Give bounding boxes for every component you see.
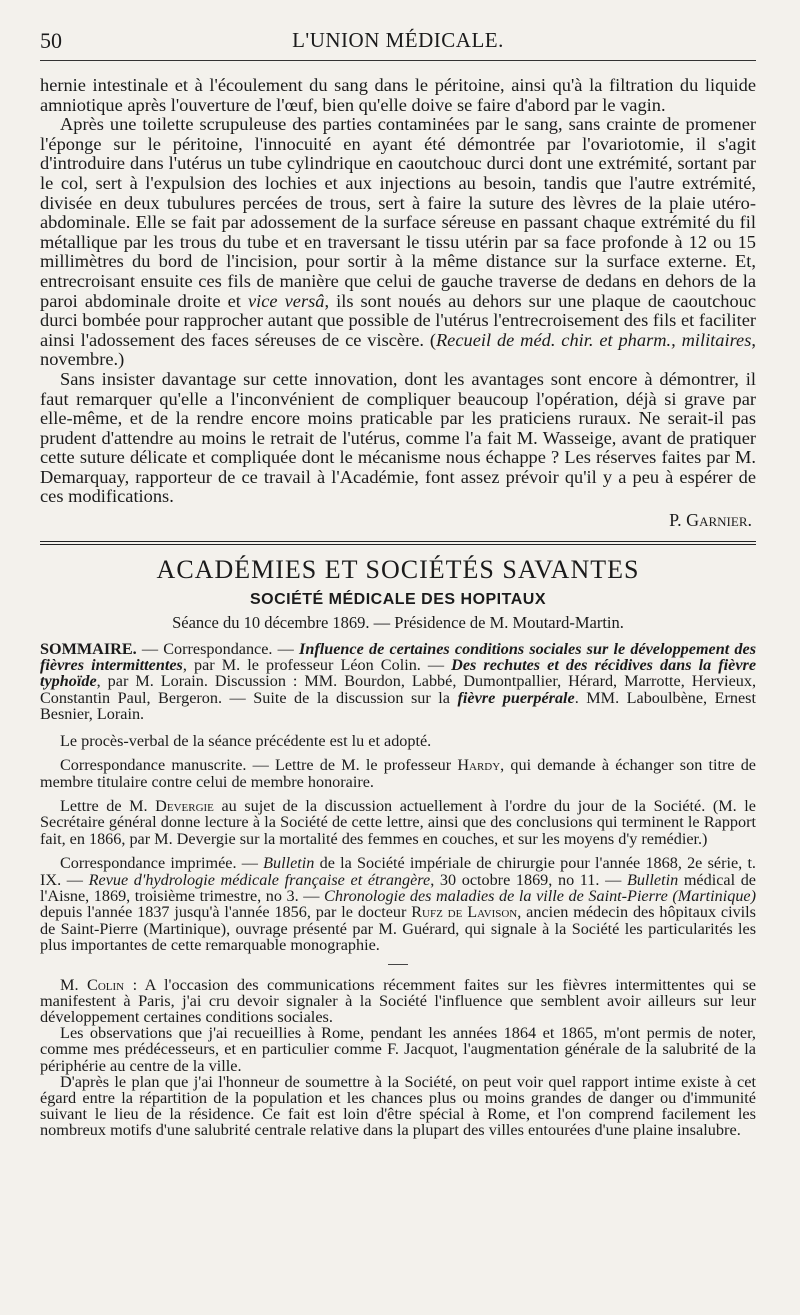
minutes — [40, 733, 756, 954]
communication-paragraph: Les observations que j'ai recueillies à Rome, pendant les années 1864 et 1865, m'ont permis de noter, comme mes prédécesseurs, et en particulier comme F. Jacquot, l'augmentation générale de la salubrité de la périphérie au centre de la ville. — [40, 1023, 756, 1075]
latin-phrase: vice versâ — [247, 290, 325, 311]
article-paragraph: hernie intestinale et à l'écoulement du sang dans le péritoine, ainsi qu'à la filtration du liquide amniotique après l'ouverture de l'œuf, bien qu'elle doive se faire d'abord par le vagin. — [40, 75, 756, 115]
speaker-name: M. Colin — [60, 974, 125, 994]
header-rule — [40, 60, 756, 61]
page-header — [40, 0, 756, 64]
citation: Recueil de méd. chir. et pharm., militaires — [435, 329, 752, 350]
article-paragraph: Après une toilette scrupuleuse des parties contaminées par le sang, sans crainte de promener l'éponge sur le péritoine, l'innocuité en ayant été démontrée par l'ovariotomie, il s'agit d'introduire dans l'utérus un tube cylindrique en caoutchouc durci dont une extrémité, sortant par le col, sert à l'expulsion des lochies et aux injections au besoin, tandis que l'autre extrémité, divisée en deux tubulures percées de trous, sert à faire la suture des lèvres de la plaie utéro-abdominale. Elle se fait par adossement de la surface séreuse en passant chaque extrémité du fil métallique par les trous du tube et en traversant le tissu utérin par sa face profonde à 12 ou 15 millimètres du bord de l'incision, pour sortir à la même distance sur la surface externe. Et, entrecroisant ensuite ces fils de manière que celui de gauche traverse de dedans en dehors de la paroi abdominale droite et vice versâ, ils sont noués au dehors sur une plaque de caoutchouc durci bombée pour rapprocher autant que possible de l'utérus l'entrecroisement des fils et faciliter ainsi l'adossement des faces séreuses de ce viscère. (Recueil de méd. chir. et pharm., militaires, novembre.) — [40, 114, 757, 370]
author-signature: P. Garnier. — [669, 510, 752, 531]
minutes-paragraph: Correspondance imprimée. — Bulletin de la Société impériale de chirurgie pour l'année 1868, 2e série, t. IX. — Revue d'hydrologie médicale française et étrangère, 30 octobre 1869, no 11. — Bulletin médical de l'Aisne, 1869, troisième trimestre, no 3. — Chronologie des maladies de la ville de Saint-Pierre (Martinique) depuis l'année 1837 jusqu'à l'année 1856, par le docteur Rufz de Lavison, ancien médecin des hôpitaux civils de Saint-Pierre (Martinique), ouvrage présenté par M. Guérard, qui signale à la Société les particularités les plus importantes de cette remarquable monographie. — [40, 854, 757, 955]
session-line: Séance du 10 décembre 1869. — Présidence de M. Moutard-Martin. — [172, 612, 624, 632]
minutes-paragraph: Lettre de M. Devergie au sujet de la discussion actuellement à l'ordre du jour de la Société. (M. le Secrétaire général donne lecture à la Société de cette lettre, ainsi que des conclusions qui terminent le Rapport fait, en 1866, par M. Devergie sur la mortalité des femmes en couches, et sur les moyens d'y remédier.) — [40, 796, 756, 848]
minutes-paragraph: Le procès-verbal de la séance précédente est lu et adopté. — [60, 731, 432, 750]
communication-paragraph: M. Colin : A l'occasion des communications récemment faites sur les fièvres intermittentes qui se manifestent à Paris, j'ai cru devoir signaler à la Société l'influence que semblent avoir ailleurs sur leur développement certaines conditions sociales. — [40, 974, 757, 1026]
colin-communication — [40, 974, 757, 1140]
communication-paragraph: D'après le plan que j'ai l'honneur de soumettre à la Société, on peut voir quel rapport intime existe à cet égard entre la répartition de la population et les chances plus ou moins grandes de danger ou d'immunité suivant le lieu de la résidence. Ce fait est loin d'être spécial à Rome, et l'on comprend facilement les nombreux motifs d'une salubrité centrale relative dans la plupart des villes entourées d'une plaine insalubre. — [40, 1071, 756, 1140]
page-number: 50 — [40, 28, 62, 53]
article-continuation — [40, 76, 756, 531]
short-divider — [388, 964, 408, 965]
running-title: L'UNION MÉDICALE. — [292, 28, 504, 52]
society-heading: SOCIÉTÉ MÉDICALE DES HOPITAUX — [249, 590, 546, 608]
section-title: ACADÉMIES ET SOCIÉTÉS SAVANTES — [156, 554, 640, 584]
article-paragraph: Sans insister davantage sur cette innovation, dont les avantages sont encore à démontrer, il faut remarquer qu'elle a l'inconvénient de compliquer beaucoup l'opération, déjà si grave par elle-même, et de la rendre encore moins praticable par les praticiens ruraux. Ne serait-il pas prudent d'attendre au moins le retrait de l'utérus, comme l'a fait M. Wasseige, avant de pratiquer cette suture délicate et compliquée dont le mécanisme nous échappe ? Les réserves faites par M. Demarquay, rapporteur de ce travail à l'Académie, font assez prévoir qu'il y a peu à espérer de ces modifications. — [40, 368, 756, 507]
minutes-paragraph: Correspondance manuscrite. — Lettre de M. le professeur Hardy, qui demande à échanger son titre de membre titulaire contre celui de membre honoraire. — [40, 756, 756, 791]
section-divider — [40, 541, 756, 545]
summary: SOMMAIRE. — Correspondance. — Influence de certaines conditions sociales sur le développement des fièvres intermittentes, par M. le professeur Léon Colin. — Des rechutes et des récidives dans la fièvre typhoïde, par M. Lorain. Discussion : MM. Bourdon, Labbé, Dumontpallier, Hérard, Marrotte, Hervieux, Constantin Paul, Bergeron. — Suite de la discussion sur la fièvre puerpérale. MM. Laboulbène, Ernest Besnier, Lorain. — [40, 639, 757, 724]
